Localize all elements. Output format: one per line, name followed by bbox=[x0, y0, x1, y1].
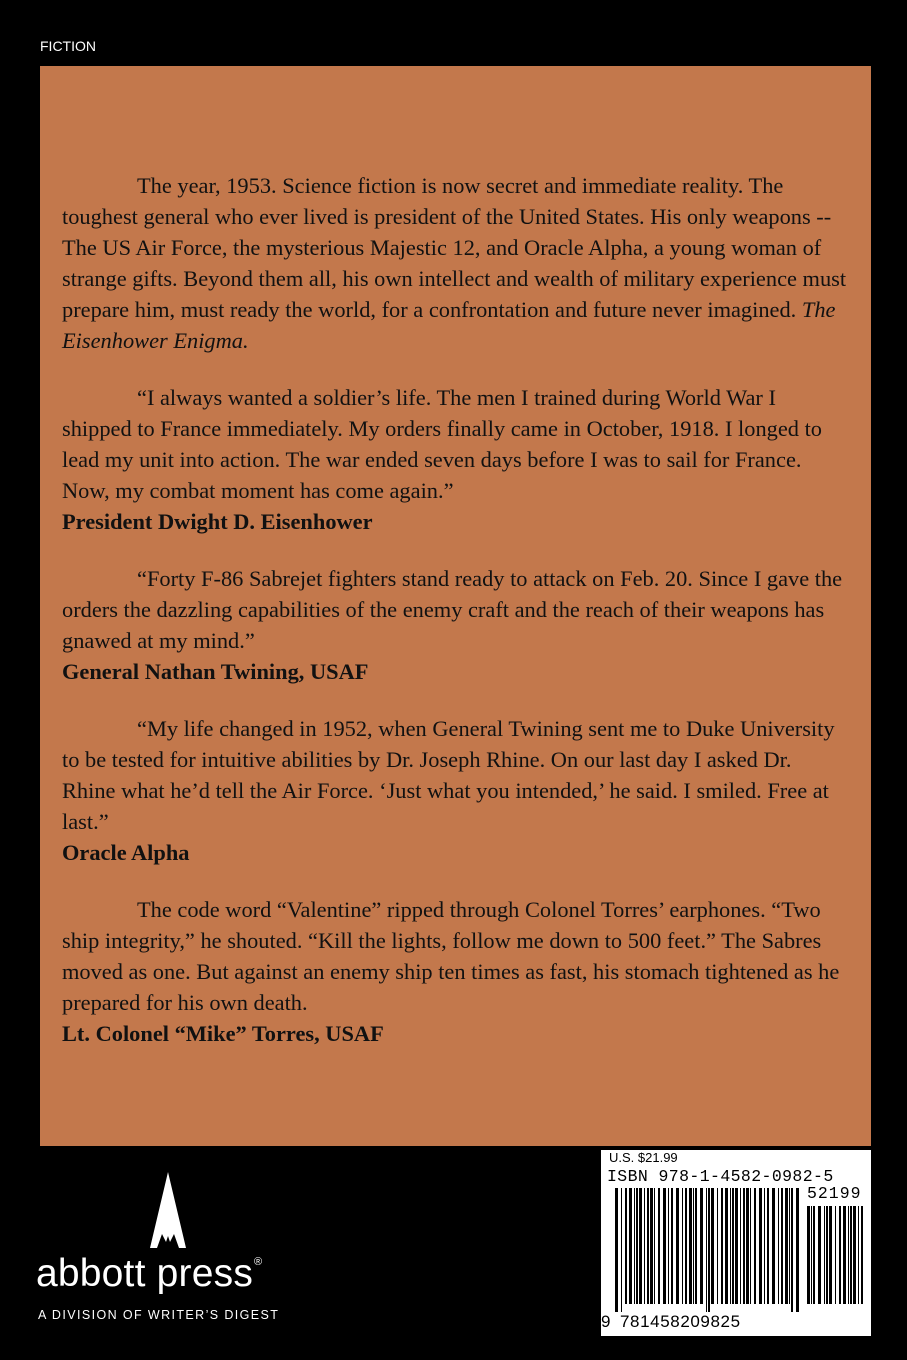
quote-torres bbox=[62, 894, 849, 1049]
genre-label: FICTION bbox=[40, 38, 96, 54]
quote-attribution: Lt. Colonel “Mike” Torres, USAF bbox=[62, 1021, 384, 1046]
quote-text: The code word “Valentine” ripped through Colonel Torres’ earphones. “Two ship integrity,” he shouted. “Kill the lights, follow me down to 500 feet.” The Sabres moved as one. But against an enemy ship ten times as fast, his stomach tightened as he prepared for his own death. bbox=[62, 897, 840, 1015]
barcode-box bbox=[601, 1150, 871, 1336]
ean-barcode bbox=[615, 1188, 803, 1312]
publisher-name: abbott press® bbox=[36, 1252, 263, 1295]
quote-text: “I always wanted a soldier’s life. The men I trained during World War I shipped to France immediately. My orders finally came in October, 1918. I longed to lead my unit into action. The war ended seven days before I was to sail for France. Now, my combat moment has come again.” bbox=[62, 385, 822, 503]
mountain-a-icon bbox=[148, 1172, 188, 1250]
quote-text: “Forty F-86 Sabrejet fighters stand ready to attack on Feb. 20. Since I gave the orders the dazzling capabilities of the enemy craft and the reach of their weapons has gnawed at my mind.” bbox=[62, 566, 843, 653]
quote-attribution: General Nathan Twining, USAF bbox=[62, 659, 369, 684]
quote-text: “My life changed in 1952, when General Twining sent me to Duke University to be tested for intuitive abilities by Dr. Joseph Rhine. On our last day I asked Dr. Rhine what he’d tell the Air Force. ‘Just what you intended,’ he said. I smiled. Free at last.” bbox=[62, 716, 835, 834]
ean-digits: 781458209825 bbox=[620, 1312, 741, 1331]
isbn-label: ISBN 978-1-4582-0982-5 bbox=[607, 1167, 834, 1186]
blurb-panel bbox=[40, 66, 871, 1146]
quote-eisenhower bbox=[62, 382, 849, 537]
book-title: The Eisenhower Enigma. bbox=[62, 297, 836, 353]
publisher-division: A DIVISION OF WRITER’S DIGEST bbox=[38, 1308, 280, 1322]
quote-oracle-alpha bbox=[62, 713, 849, 868]
registered-mark: ® bbox=[254, 1256, 263, 1268]
quote-twining bbox=[62, 563, 849, 687]
addon-barcode bbox=[807, 1206, 865, 1312]
price-label: U.S. $21.99 bbox=[609, 1150, 678, 1165]
quote-attribution: Oracle Alpha bbox=[62, 840, 190, 865]
intro-paragraph bbox=[62, 170, 849, 356]
quote-attribution: President Dwight D. Eisenhower bbox=[62, 509, 373, 534]
publisher-logo bbox=[36, 1168, 336, 1328]
intro-text: The year, 1953. Science fiction is now secret and immediate reality. The toughest general who ever lived is president of the United States. His only weapons --The US Air Force, the mysterious Majestic 12, and Oracle Alpha, a young woman of strange gifts. Beyond them all, his own intellect and wealth of military experience must prepare him, must ready the world, for a confrontation and future never imagined. bbox=[62, 173, 847, 322]
ean-first-digit: 9 bbox=[601, 1312, 611, 1331]
price-code: 52199 bbox=[807, 1184, 862, 1203]
